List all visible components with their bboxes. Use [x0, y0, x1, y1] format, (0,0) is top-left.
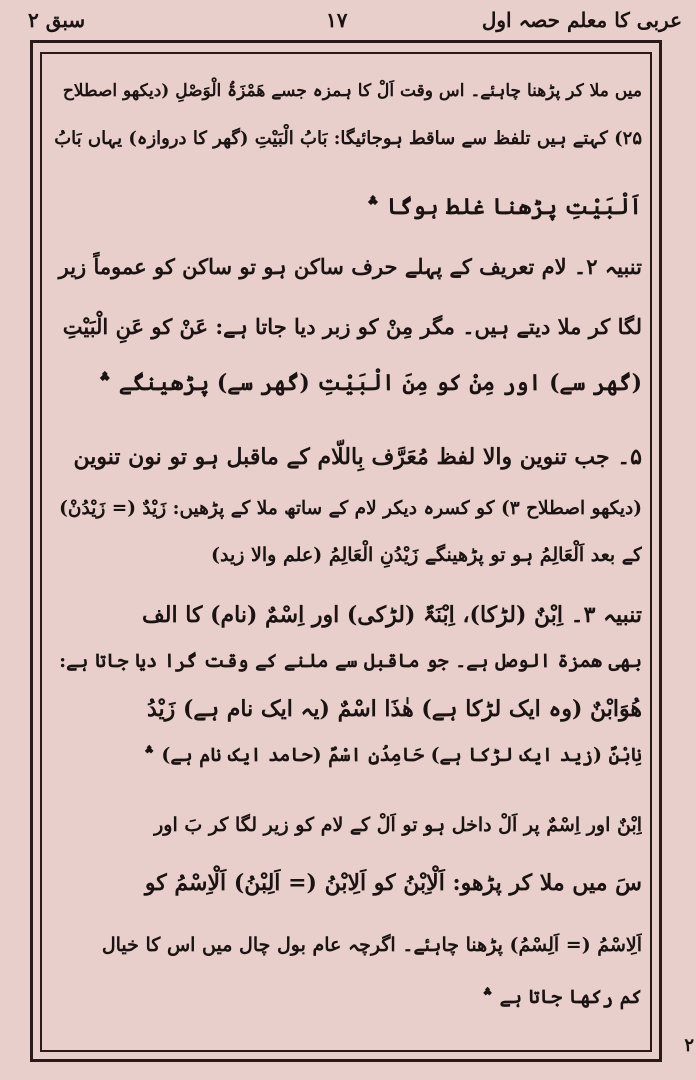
edge-mark: ۲ [684, 1035, 694, 1056]
page-body [52, 64, 642, 1040]
text-line: میں ملا کر پڑھنا چاہئے۔ اس وقت اَلْ کا ہمزہ جسے ھَمْزَۃُ الْوَصْلِ (دیکھو اصطلاح [62, 81, 642, 101]
text-line: اَلِاسْمُ (= اَلِسْمُ) پڑھنا چاہئے۔ اگرچہ عام بول چال میں اس کا خیال [101, 934, 642, 956]
text-line: نِابْنٌ (زید ایک لڑکا ہے) حَامِدُنِ اسْمٌ (حامد ایک نام ہے) ؞ [143, 744, 642, 766]
page-header [0, 4, 696, 38]
text-line: بھی ھمزۃ الوصل ہے۔ جو ماقبل سے ملنے کے وقت گرا دیا جاتا ہے: [59, 650, 642, 672]
text-line: لگا کر ملا دیتے ہیں۔ مگر مِنْ کو زبر دیا جاتا ہے: عَنْ کو عَنِ الْبَیْتِ [62, 314, 642, 339]
text-line: کم رکھا جاتا ہے ؞ [481, 986, 642, 1008]
text-line: (دیکھو اصطلاح ۳) کو کسرہ دیکر لام کے ساتھ ملا کے پڑھیں: زَیْدٌ (= زَیْدُنْ) [59, 498, 642, 519]
note-heading: تنبیہ ۳۔ اِبْنٌ (لڑکا)، اِبْنَۃٌ (لڑکی) اور اِسْمٌ (نام) کا الف [142, 602, 642, 628]
text-line: کے بعد اَلْعَالِمُ ہو تو پڑھینگے زَیْدُنِ الْعَالِمُ (علم والا زید) [211, 544, 642, 566]
book-title: عربی کا معلم حصہ اول [481, 8, 682, 32]
page-number: ۱۷ [326, 8, 348, 32]
text-line: (گھر سے) اور مِنْ کو مِنَ الْبَیْتِ (گھر سے) پڑھینگے ؞ [98, 370, 642, 396]
text-line: اَلْبَیْتِ پڑھنا غلط ہوگا ؞ [366, 194, 642, 220]
lesson-label: سبق ۲ [28, 8, 86, 32]
text-line: سَ میں ملا کر پڑھو: اَلْاِبْنُ کو اَلِابْنُ (= اَلِبْنُ) اَلْاِسْمُ کو [144, 870, 642, 896]
text-line: اِبْنٌ اور اِسْمٌ پر اَلْ داخل ہو تو اَلْ کے لام کو زیر لگا کر بَ اور [154, 814, 642, 836]
note-heading: تنبیہ ۲۔ لام تعریف کے پہلے حرف ساکن ہو تو ساکن کو عموماً زیر [58, 254, 642, 279]
rule-heading: ۵۔ جب تنوین والا لفظ مُعَرَّف بِاللّام کے ماقبل ہو تو نون تنوین [73, 444, 642, 470]
text-line: ھُوَابْنٌ (وہ ایک لڑکا ہے) ھٰذَا اسْمٌ (یہ ایک نام ہے) زَیْدُ [147, 696, 642, 722]
text-line: ۲۵) کہتے ہیں تلفظ سے ساقط ہوجائیگا: بَابُ الْبَیْتِ (گھر کا دروازہ) یہاں بَابُ [54, 128, 642, 149]
